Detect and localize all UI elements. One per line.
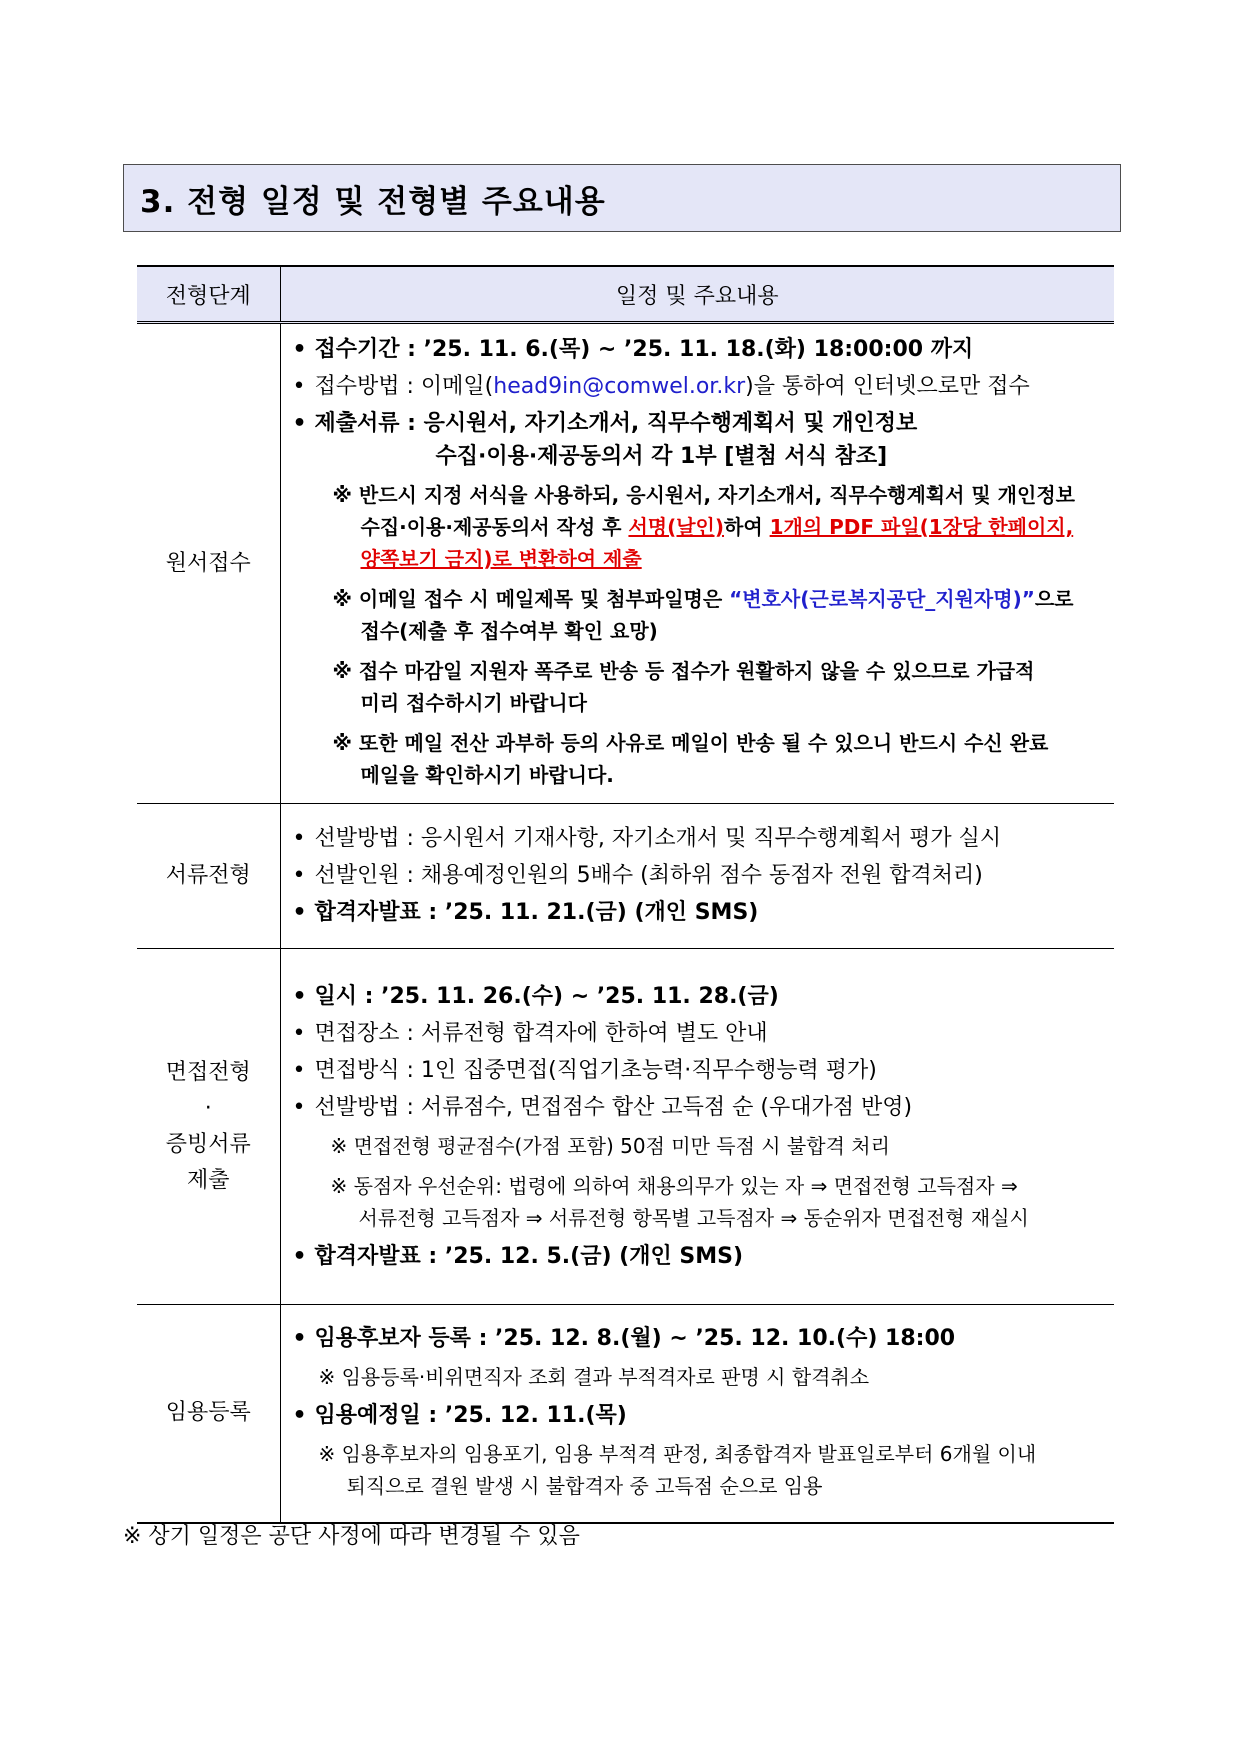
list-item: • 임용예정일 : ’25. 12. 11.(목) — [292, 1402, 627, 1428]
note-bounce-line1: ※ 또한 메일 전산 과부하 등의 사유로 메일이 반송 될 수 있으니 반드시 수신 완료 — [332, 731, 1049, 755]
interview-type: 면접방식 : 1인 집중면접(직업기초능력·직무수행능력 평가) — [314, 1057, 877, 1083]
note-email-text2: 으로 — [1034, 587, 1074, 611]
interview-place: 면접장소 : 서류전형 합격자에 한하여 별도 안내 — [314, 1020, 768, 1046]
list-item: • 임용후보자 등록 : ’25. 12. 8.(월) ~ ’25. 12. 10.(수) 18:00 — [292, 1325, 956, 1351]
application-method-suffix: )을 통하여 인터넷으로만 접수 — [745, 374, 1030, 399]
note-email-text1: ※ 이메일 접수 시 메일제목 및 첨부파일명은 — [332, 587, 730, 611]
note-format-text3: 하여 — [724, 515, 770, 539]
note-tie-break-line2: 서류전형 고득점자 ⇒ 서류전형 항목별 고득점자 ⇒ 동순위자 면접전형 재실시 — [358, 1205, 1029, 1230]
content-document — [280, 804, 1114, 949]
table-row-application — [137, 323, 1114, 804]
note-tie-break — [319, 1170, 1115, 1234]
list-item: • 선발방법 : 응시원서 기재사항, 자기소개서 및 직무수행계획서 평가 실시 — [292, 826, 1002, 851]
email-link[interactable]: head9in@comwel.or.kr — [493, 374, 746, 399]
schedule-table — [137, 265, 1114, 1524]
list-item: • 일시 : ’25. 11. 26.(수) ~ ’25. 11. 28.(금) — [292, 983, 779, 1009]
list-item: • 합격자발표 : ’25. 12. 5.(금) (개인 SMS) — [292, 1243, 744, 1269]
stage-interview-l3: 증빙서류 — [165, 1131, 251, 1157]
note-bounce — [321, 727, 1115, 791]
list-item: • 접수방법 : 이메일(head9in@comwel.or.kr)을 통하여 인터넷으로만 접수 — [292, 374, 1030, 399]
table-header-row — [137, 266, 1114, 323]
list-item: • 면접방식 : 1인 집중면접(직업기초능력·직무수행능력 평가) — [292, 1057, 877, 1083]
document-count: 선발인원 : 채용예정인원의 5배수 (최하위 점수 동점자 전원 합격처리) — [314, 863, 983, 888]
note-format-convert: 양쪽보기 금지)로 변환하여 제출 — [360, 547, 642, 571]
note-email-title — [321, 583, 1115, 647]
footer-note: ※ 상기 일정은 공단 사정에 따라 변경될 수 있음 — [123, 1524, 580, 1549]
appointment-registration: 임용후보자 등록 : ’25. 12. 8.(월) ~ ’25. 12. 10.(수) 18:00 — [314, 1325, 956, 1351]
interview-date: 일시 : ’25. 11. 26.(수) ~ ’25. 11. 28.(금) — [314, 983, 779, 1009]
stage-document: 서류전형 — [137, 804, 280, 949]
note-format — [321, 479, 1115, 575]
stage-appointment: 임용등록 — [137, 1305, 280, 1523]
documents-line1: 제출서류 : 응시원서, 자기소개서, 직무수행계획서 및 개인정보 — [314, 411, 918, 436]
appointment-date: 임용예정일 : ’25. 12. 11.(목) — [314, 1402, 627, 1428]
document-result: 합격자발표 : ’25. 11. 21.(금) (개인 SMS) — [314, 900, 759, 925]
content-interview — [280, 949, 1114, 1305]
list-item: • 선발방법 : 서류점수, 면접점수 합산 고득점 순 (우대가점 반영) — [292, 1094, 913, 1120]
interview-selection: 선발방법 : 서류점수, 면접점수 합산 고득점 순 (우대가점 반영) — [314, 1094, 913, 1120]
note-format-pdf: 1개의 PDF 파일(1장당 한페이지, — [769, 515, 1074, 539]
note-interview-score: ※ 면접전형 평균점수(가점 포함) 50점 미만 득점 시 불합격 처리 — [330, 1133, 890, 1158]
note-deadline-line1: ※ 접수 마감일 지원자 폭주로 반송 등 접수가 원활하지 않을 수 있으므로 가급적 — [332, 659, 1035, 683]
stage-interview-l2: · — [204, 1095, 212, 1121]
note-deadline — [321, 655, 1115, 719]
list-item: • 접수기간 : ’25. 11. 6.(목) ~ ’25. 11. 18.(화) 18:00:00 까지 — [292, 337, 974, 362]
note-tie-break-line1: ※ 동점자 우선순위: 법령에 의하여 채용의무가 있는 자 ⇒ 면접전형 고득점자 ⇒ — [330, 1173, 1018, 1198]
list-item: • 선발인원 : 채용예정인원의 5배수 (최하위 점수 동점자 전원 합격처리) — [292, 863, 983, 888]
header-content: 일정 및 주요내용 — [280, 266, 1114, 323]
note-appointment-replace-line1: ※ 임용후보자의 임용포기, 임용 부적격 판정, 최종합격자 발표일로부터 6개월 이내 — [318, 1441, 1037, 1466]
stage-interview-l4: 제출 — [186, 1167, 230, 1193]
table-row-appointment — [137, 1305, 1114, 1523]
content-appointment — [280, 1305, 1114, 1523]
documents-line2: 수집·이용·제공동의서 각 1부 [별첨 서식 참조] — [435, 444, 888, 469]
note-appointment-check: ※ 임용등록·비위면직자 조회 결과 부적격자로 판명 시 합격취소 — [318, 1364, 870, 1389]
note-format-text2: 수집·이용·제공동의서 작성 후 — [360, 515, 629, 539]
stage-application: 원서접수 — [137, 323, 280, 804]
application-method-prefix: 접수방법 : 이메일( — [314, 374, 494, 399]
stage-interview-l1: 면접전형 — [165, 1059, 251, 1085]
note-appointment-replace — [307, 1438, 1115, 1502]
note-email-filename: “변호사(근로복지공단_지원자명)” — [729, 587, 1035, 611]
content-application — [280, 323, 1114, 804]
note-format-text1: ※ 반드시 지정 서식을 사용하되, 응시원서, 자기소개서, 직무수행계획서 및 개인정보 — [332, 483, 1075, 507]
note-email-text3: 접수(제출 후 접수여부 확인 요망) — [360, 619, 658, 643]
header-stage: 전형단계 — [137, 266, 280, 323]
stage-interview — [137, 949, 280, 1305]
list-item: • 합격자발표 : ’25. 11. 21.(금) (개인 SMS) — [292, 900, 759, 925]
application-period: 접수기간 : ’25. 11. 6.(목) ~ ’25. 11. 18.(화) 18:00:00 까지 — [314, 337, 974, 362]
note-appointment-replace-line2: 퇴직으로 결원 발생 시 불합격자 중 고득점 순으로 임용 — [346, 1473, 823, 1498]
note-deadline-line2: 미리 접수하시기 바랍니다 — [360, 691, 587, 715]
document-method: 선발방법 : 응시원서 기재사항, 자기소개서 및 직무수행계획서 평가 실시 — [314, 826, 1002, 851]
note-format-sign: 서명(날인) — [628, 515, 724, 539]
table-row-document — [137, 804, 1114, 949]
list-item: • 면접장소 : 서류전형 합격자에 한하여 별도 안내 — [292, 1020, 768, 1046]
table-row-interview — [137, 949, 1114, 1305]
interview-result: 합격자발표 : ’25. 12. 5.(금) (개인 SMS) — [314, 1243, 744, 1269]
section-title: 3. 전형 일정 및 전형별 주요내용 — [123, 164, 1121, 232]
note-bounce-line2: 메일을 확인하시기 바랍니다. — [360, 763, 614, 787]
list-item: • 제출서류 : 응시원서, 자기소개서, 직무수행계획서 및 개인정보 — [292, 411, 918, 436]
